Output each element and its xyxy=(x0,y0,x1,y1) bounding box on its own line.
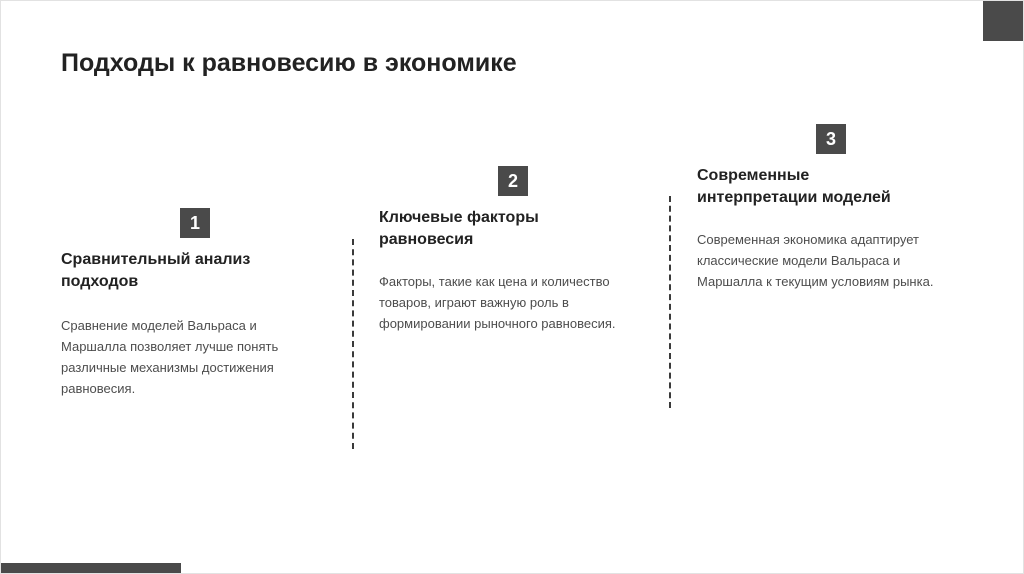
step-1-text-line-1: Сравнение моделей Вальраса и xyxy=(61,318,257,333)
step-2-text-line-1: Факторы, такие как цена и количество xyxy=(379,274,610,289)
step-2-heading-line-2: равновесия xyxy=(379,231,474,248)
step-2-badge: 2 xyxy=(498,166,528,196)
step-2-heading xyxy=(379,207,659,251)
step-3 xyxy=(697,165,997,292)
step-3-text-line-1: Современная экономика адаптирует xyxy=(697,232,920,247)
step-3-heading xyxy=(697,165,997,209)
step-3-text-line-2: классические модели Вальраса и xyxy=(697,253,901,268)
step-1-heading xyxy=(61,249,321,293)
step-1-badge: 1 xyxy=(180,208,210,238)
step-2-text-line-3: формировании рыночного равновесия. xyxy=(379,316,616,331)
step-1-text-line-3: различные механизмы достижения xyxy=(61,360,274,375)
step-1-heading-line-1: Сравнительный анализ xyxy=(61,251,251,268)
divider-1 xyxy=(352,239,354,449)
step-1-heading-line-2: подходов xyxy=(61,273,139,290)
step-1-text-line-2: Маршалла позволяет лучше понять xyxy=(61,339,279,354)
step-2-text xyxy=(379,271,659,334)
step-1 xyxy=(61,249,321,399)
step-2-text-line-2: товаров, играют важную роль в xyxy=(379,295,569,310)
step-3-heading-line-1: Современные xyxy=(697,167,810,184)
step-3-heading-line-2: интерпретации моделей xyxy=(697,189,891,206)
divider-2 xyxy=(669,196,671,408)
step-3-text xyxy=(697,229,997,292)
step-1-text-line-4: равновесия. xyxy=(61,381,136,396)
slide-title: Подходы к равновесию в экономике xyxy=(61,49,517,77)
step-1-text xyxy=(61,315,321,399)
step-2 xyxy=(379,207,659,334)
step-2-heading-line-1: Ключевые факторы xyxy=(379,209,539,226)
corner-decoration xyxy=(983,1,1023,41)
bottom-progress-bar xyxy=(1,563,181,573)
step-3-badge: 3 xyxy=(816,124,846,154)
step-3-text-line-3: Маршалла к текущим условиям рынка. xyxy=(697,274,934,289)
